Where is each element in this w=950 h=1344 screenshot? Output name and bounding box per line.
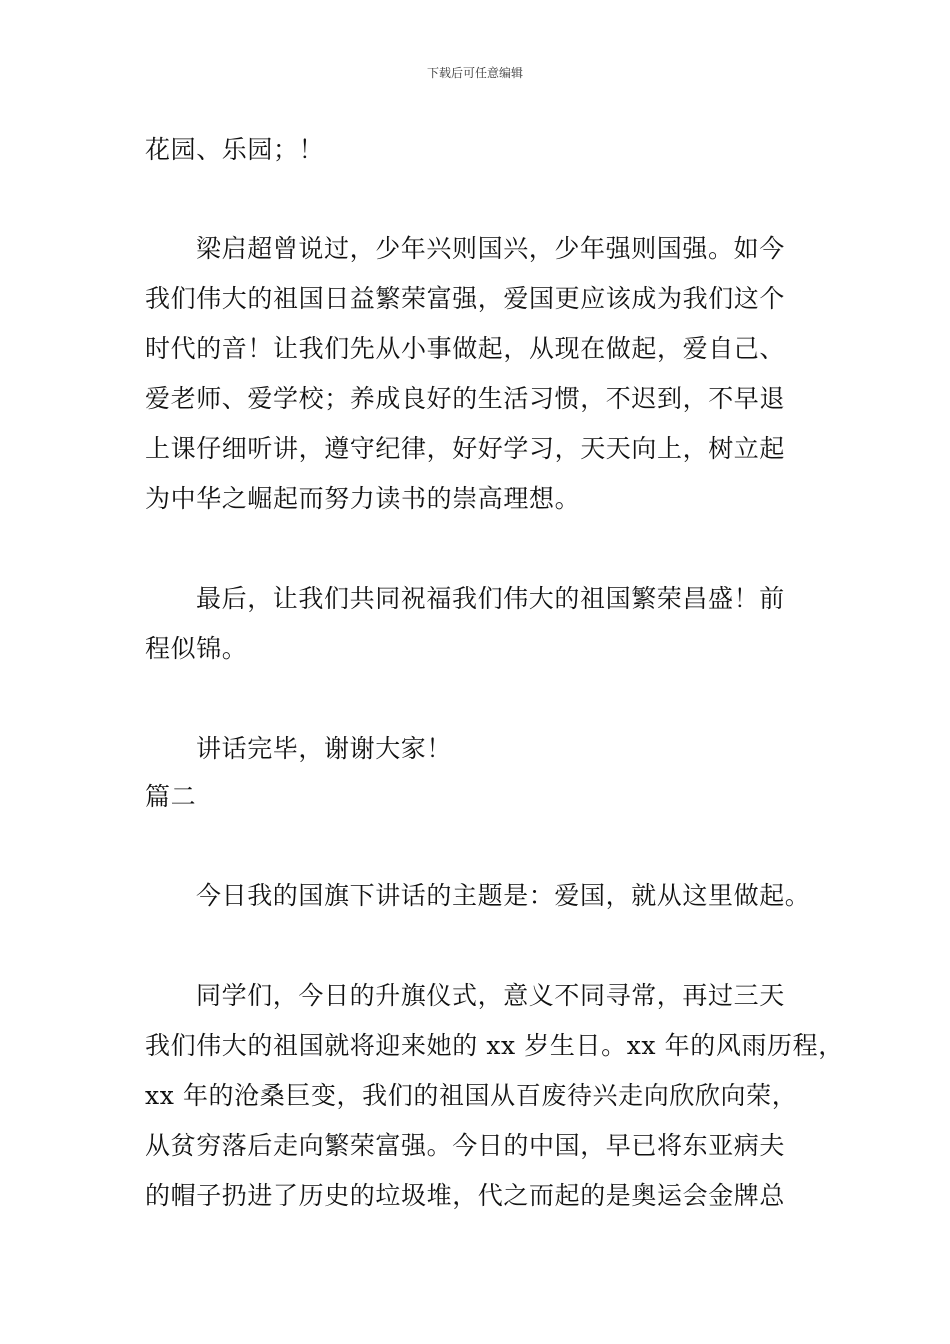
- text-line: xx 年的沧桑巨变，我们的祖国从百废待兴走向欣欣向荣，: [145, 1081, 798, 1110]
- text-line: 我们伟大的祖国日益繁荣富强，爱国更应该成为我们这个: [145, 284, 786, 313]
- text-line: 爱老师、爱学校；养成良好的生活习惯，不迟到，不早退: [145, 384, 786, 413]
- text-line: 梁启超曾说过，少年兴则国兴，少年强则国强。如今: [196, 234, 785, 263]
- text-line: 程似锦。: [145, 634, 248, 663]
- page-header: 下载后可任意编辑: [426, 66, 523, 80]
- text-line: 同学们，今日的升旗仪式，意义不同寻常，再过三天: [196, 981, 785, 1010]
- text-line: 我们伟大的祖国就将迎来她的 xx 岁生日。xx 年的风雨历程，: [145, 1031, 844, 1060]
- text-line: 的帽子扔进了历史的垃圾堆，代之而起的是奥运会金牌总: [145, 1181, 786, 1210]
- text-line: 为中华之崛起而努力读书的崇高理想。: [145, 484, 581, 513]
- section-heading: 篇二: [145, 782, 197, 811]
- text-line: 今日我的国旗下讲话的主题是：爱国，就从这里做起。: [196, 881, 811, 910]
- text-line: 时代的音！让我们先从小事做起，从现在做起，爱自己、: [145, 334, 786, 363]
- text-line: 从贫穷落后走向繁荣富强。今日的中国，早已将东亚病夫: [145, 1131, 786, 1160]
- text-line: 花园、乐园；！: [145, 135, 325, 164]
- text-line: 讲话完毕，谢谢大家！: [196, 734, 453, 763]
- text-line: 上课仔细听讲，遵守纪律，好好学习，天天向上，树立起: [145, 434, 786, 463]
- text-line: 最后，让我们共同祝福我们伟大的祖国繁荣昌盛！前: [196, 584, 785, 613]
